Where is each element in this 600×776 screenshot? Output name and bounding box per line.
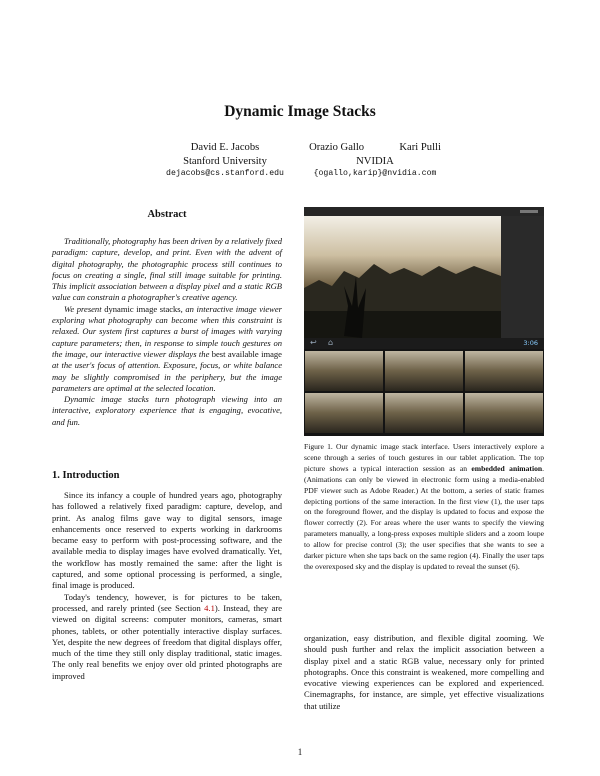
frame-thumbnail-4 — [305, 393, 383, 433]
figure-1-tablet-interface — [304, 207, 544, 436]
author-email[interactable]: {ogallo,karip}@nvidia.com — [313, 169, 437, 178]
page-number: 1 — [297, 747, 303, 757]
abstract-heading: Abstract — [147, 209, 187, 220]
frame-thumbnail-1 — [305, 351, 383, 391]
intro-paragraph: Today's tendency, however, is for pictures to be taken, processed, and rarely printed (see Section 4.1). Instead, they are viewed on digital screens: computer monitors, cameras, smart phones, tablets, or other potentially interactive display surfaces. Yet, despite the new degrees of freedom that digital displays offer, much of the time they still only display traditional, static images. The only real benefits we enjoy over old printed photographs are improved — [52, 591, 283, 681]
paper-title: Dynamic Image Stacks — [224, 103, 376, 120]
intro-paragraph: Since its infancy a couple of hundred years ago, photography has followed a relatively fixed paradigm: capture, develop, and print. As analog films gave way to digital sensors, image enhancements once reserved to experts working in darkrooms became easy to perform with post-processing software, and the available media to display images have evolved dramatically. Yet, the workflow has mostly remained the same: after the light is captured, and some optional processing is performed, a single, final image is produced. — [52, 490, 282, 591]
tablet-navigation-bar — [304, 338, 544, 349]
author-name: Kari Pulli — [399, 142, 441, 153]
frame-thumbnail-3 — [465, 351, 543, 391]
section-reference-link[interactable]: 4.1 — [204, 602, 215, 613]
back-icon[interactable]: ↩ — [310, 338, 317, 347]
continued-paragraph: organization, easy distribution, and flexible digital zooming. We should push further and relax the implicit association between a display pixel and a static RGB value, necessary only for printed photographs. Once this constraint is weakened, more compelling and evocative viewing experiences can be explored and experienced. Cinemagraphs, for instance, are simple, yet effective visualizations that utilize — [304, 633, 544, 711]
introduction-body — [52, 490, 282, 682]
abstract-paragraph: We present dynamic image stacks, an interactive image viewer exploring what photography can become when this constraint is relaxed. Our system first captures a burst of images with varying capture parameters; then, in response to simple touch gestures on the image, our interactive viewer displays the best available image at the user's focus of attention. Exposure, focus, or white balance may be slightly compromised in the periphery, but the image parameters are optimal at the selected location. — [52, 303, 282, 393]
author-block-2 — [290, 141, 460, 180]
frame-thumbnail-6 — [465, 393, 543, 433]
status-clock: 3:06 — [523, 339, 538, 347]
frame-thumbnail-5 — [385, 393, 463, 433]
abstract-paragraph: Traditionally, photography has been driven by a relatively fixed paradigm: capture, develop, and print. Even with the advent of digital photography, the photographic process still continues to focus on creating a single, final still image suitable for printing. This implicit association between a display pixel and a static RGB value can constrain a photographer's creative agency. — [52, 236, 282, 303]
tablet-status-bar — [304, 207, 544, 216]
frame-thumbnail-2 — [385, 351, 463, 391]
home-icon[interactable]: ⌂ — [328, 338, 334, 347]
figure-side-panel — [501, 216, 544, 338]
section-heading-introduction: 1. Introduction — [52, 470, 120, 481]
right-column-body — [304, 633, 544, 712]
author-name: Orazio Gallo — [309, 142, 365, 153]
figure-1-caption: Figure 1. Our dynamic image stack interface. Users interactively explore a scene through a series of touch gestures in our tablet application. The top picture shows a typical interaction session as an embedded animation. (Animations can only be viewed in electronic form using a media-enabled PDF viewer such as Adobe Reader.) At the bottom, a series of static frames depicting portions of the same interaction. In the first view (1), the user taps on the foreground flower, and the display is updated to focus and expose the flower correctly (2). For areas where the user wants to specify the viewing parameters manually, a long-press exposes multiple sliders and a zoom loupe to allow for precise control (3); the user specifies that she wants to see a darker picture when she taps back on the same region (4). Finally the user taps the overexposed sky and the display is updated to reveal the sunset (6). — [304, 442, 544, 571]
author-affiliation: Stanford University — [183, 155, 267, 167]
abstract-paragraph: Dynamic image stacks turn photograph viewing into an interactive, exploratory experience that is engaging, evocative, and fun. — [52, 394, 282, 427]
author-name: David E. Jacobs — [190, 142, 260, 153]
author-email[interactable]: dejacobs@cs.stanford.edu — [166, 169, 284, 178]
abstract-body — [52, 236, 282, 428]
author-affiliation: NVIDIA — [356, 155, 394, 167]
figure-main-photo[interactable] — [304, 216, 501, 338]
